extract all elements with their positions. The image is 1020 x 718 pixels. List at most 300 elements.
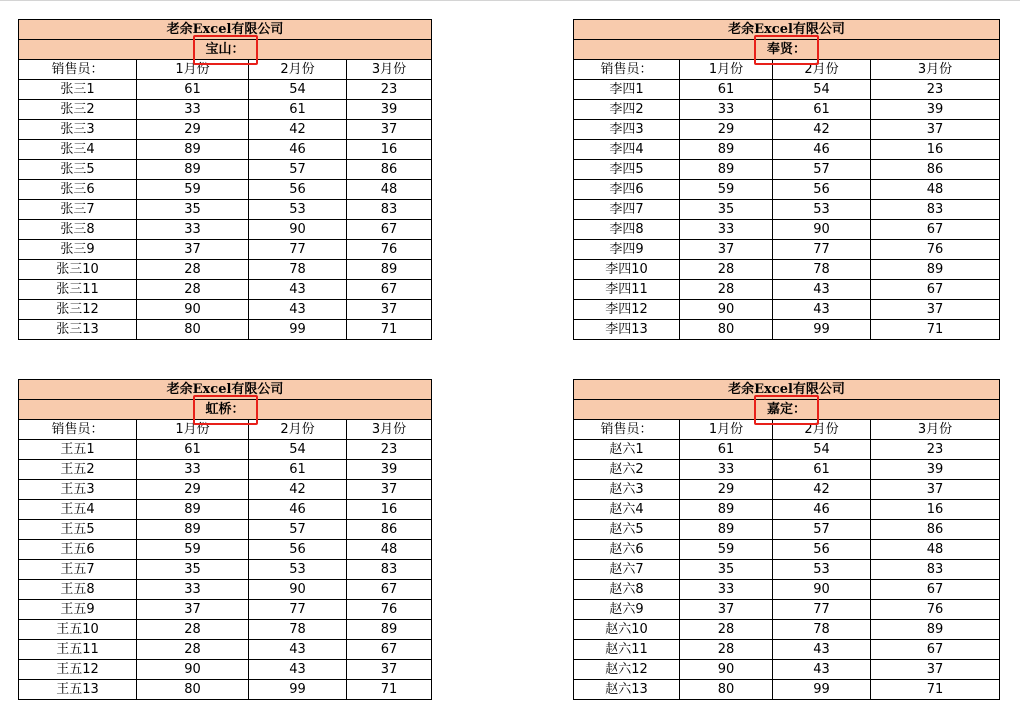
value-cell[interactable]: 54: [773, 440, 871, 460]
salesperson-cell[interactable]: 李四12: [574, 300, 680, 320]
table-row: [19, 680, 432, 700]
value-cell[interactable]: 46: [249, 140, 347, 160]
value-cell[interactable]: 33: [680, 100, 773, 120]
district-cell[interactable]: [19, 400, 432, 420]
district-label: [767, 41, 806, 58]
salesperson-cell[interactable]: 张三2: [19, 100, 137, 120]
table-row: [19, 500, 432, 520]
salesperson-cell[interactable]: 赵六5: [574, 520, 680, 540]
salesperson-cell[interactable]: 李四11: [574, 280, 680, 300]
salesperson-cell[interactable]: 李四10: [574, 260, 680, 280]
salesperson-cell[interactable]: 王五8: [19, 580, 137, 600]
value-cell[interactable]: 23: [871, 440, 1000, 460]
value-cell[interactable]: 57: [773, 160, 871, 180]
column-header-cell[interactable]: 1月份: [680, 420, 773, 440]
value-cell[interactable]: 37: [871, 660, 1000, 680]
value-cell[interactable]: 89: [347, 620, 432, 640]
district-row: [574, 40, 1000, 60]
column-header-row: [19, 60, 432, 80]
column-header-row: [574, 420, 1000, 440]
value-cell[interactable]: 90: [137, 300, 249, 320]
value-cell[interactable]: 71: [871, 320, 1000, 340]
salesperson-cell[interactable]: 王五12: [19, 660, 137, 680]
value-cell[interactable]: 29: [680, 120, 773, 140]
column-header-cell[interactable]: 2月份: [773, 420, 871, 440]
salesperson-cell[interactable]: 赵六1: [574, 440, 680, 460]
column-header-cell[interactable]: 2月份: [773, 60, 871, 80]
value-cell[interactable]: 89: [680, 500, 773, 520]
value-cell[interactable]: 77: [249, 240, 347, 260]
value-cell[interactable]: 43: [773, 280, 871, 300]
value-cell[interactable]: 48: [347, 540, 432, 560]
table-row: [19, 440, 432, 460]
company-title-row: [574, 20, 1000, 40]
salesperson-cell[interactable]: 王五6: [19, 540, 137, 560]
value-cell[interactable]: 16: [347, 500, 432, 520]
salesperson-cell[interactable]: 王五9: [19, 600, 137, 620]
value-cell[interactable]: 90: [249, 580, 347, 600]
value-cell[interactable]: 35: [680, 200, 773, 220]
value-cell[interactable]: 28: [680, 280, 773, 300]
value-cell[interactable]: 71: [871, 680, 1000, 700]
value-cell[interactable]: 78: [249, 260, 347, 280]
value-cell[interactable]: 86: [347, 160, 432, 180]
value-cell[interactable]: 83: [347, 560, 432, 580]
table-row: [19, 260, 432, 280]
value-cell[interactable]: 67: [871, 580, 1000, 600]
sales-table-baoshan: [18, 19, 432, 340]
value-cell[interactable]: 83: [871, 200, 1000, 220]
column-header-row: [574, 60, 1000, 80]
salesperson-cell[interactable]: 李四6: [574, 180, 680, 200]
salesperson-cell[interactable]: 王五5: [19, 520, 137, 540]
value-cell[interactable]: 28: [137, 640, 249, 660]
column-header-cell[interactable]: 3月份: [347, 420, 432, 440]
salesperson-cell[interactable]: 张三4: [19, 140, 137, 160]
table-row: [19, 120, 432, 140]
table-row: [19, 160, 432, 180]
value-cell[interactable]: 48: [871, 540, 1000, 560]
salesperson-cell[interactable]: 赵六4: [574, 500, 680, 520]
value-cell[interactable]: 42: [773, 120, 871, 140]
value-cell[interactable]: 28: [680, 260, 773, 280]
table-row: [574, 680, 1000, 700]
salesperson-cell[interactable]: 张三5: [19, 160, 137, 180]
table-row: [19, 220, 432, 240]
value-cell[interactable]: 43: [249, 300, 347, 320]
column-header-cell[interactable]: 销售员：: [574, 60, 680, 80]
value-cell[interactable]: 53: [249, 200, 347, 220]
table-row: [574, 660, 1000, 680]
value-cell[interactable]: 16: [871, 500, 1000, 520]
value-cell[interactable]: 77: [249, 600, 347, 620]
table-row: [574, 300, 1000, 320]
value-cell[interactable]: 33: [137, 580, 249, 600]
value-cell[interactable]: 89: [137, 520, 249, 540]
value-cell[interactable]: 46: [773, 500, 871, 520]
value-cell[interactable]: 71: [347, 680, 432, 700]
value-cell[interactable]: 56: [773, 180, 871, 200]
value-cell[interactable]: 89: [680, 520, 773, 540]
value-cell[interactable]: 53: [249, 560, 347, 580]
value-cell[interactable]: 39: [347, 100, 432, 120]
table-row: [574, 100, 1000, 120]
table-row: [574, 640, 1000, 660]
table-row: [19, 600, 432, 620]
value-cell[interactable]: 80: [137, 320, 249, 340]
salesperson-cell[interactable]: 赵六6: [574, 540, 680, 560]
salesperson-cell[interactable]: 张三6: [19, 180, 137, 200]
value-cell[interactable]: 67: [871, 280, 1000, 300]
table-row: [19, 540, 432, 560]
salesperson-cell[interactable]: 赵六2: [574, 460, 680, 480]
salesperson-cell[interactable]: 李四3: [574, 120, 680, 140]
value-cell[interactable]: 76: [871, 600, 1000, 620]
value-cell[interactable]: 23: [871, 80, 1000, 100]
value-cell[interactable]: 43: [773, 640, 871, 660]
salesperson-cell[interactable]: 王五13: [19, 680, 137, 700]
value-cell[interactable]: 33: [137, 220, 249, 240]
value-cell[interactable]: 48: [347, 180, 432, 200]
value-cell[interactable]: 83: [871, 560, 1000, 580]
value-cell[interactable]: 29: [137, 120, 249, 140]
column-header-cell[interactable]: 1月份: [137, 60, 249, 80]
district-cell[interactable]: [574, 400, 1000, 420]
salesperson-cell[interactable]: 李四5: [574, 160, 680, 180]
value-cell[interactable]: 28: [137, 260, 249, 280]
value-cell[interactable]: 59: [680, 180, 773, 200]
value-cell[interactable]: 46: [773, 140, 871, 160]
table-row: [19, 320, 432, 340]
table-row: [574, 460, 1000, 480]
value-cell[interactable]: 37: [347, 480, 432, 500]
salesperson-cell[interactable]: 张三11: [19, 280, 137, 300]
value-cell[interactable]: 86: [347, 520, 432, 540]
value-cell[interactable]: 37: [137, 600, 249, 620]
value-cell[interactable]: 56: [249, 180, 347, 200]
company-title-row: [19, 380, 432, 400]
table-row: [574, 200, 1000, 220]
value-cell[interactable]: 42: [773, 480, 871, 500]
value-cell[interactable]: 77: [773, 240, 871, 260]
value-cell[interactable]: 57: [773, 520, 871, 540]
value-cell[interactable]: 90: [773, 220, 871, 240]
table-row: [574, 220, 1000, 240]
value-cell[interactable]: 43: [249, 280, 347, 300]
district-label: [206, 41, 245, 58]
salesperson-cell[interactable]: 李四9: [574, 240, 680, 260]
value-cell[interactable]: 67: [871, 220, 1000, 240]
value-cell[interactable]: 89: [137, 160, 249, 180]
value-cell[interactable]: 46: [249, 500, 347, 520]
value-cell[interactable]: 90: [773, 580, 871, 600]
value-cell[interactable]: 29: [680, 480, 773, 500]
salesperson-cell[interactable]: 张三10: [19, 260, 137, 280]
value-cell[interactable]: 67: [347, 220, 432, 240]
sales-table-hongqiao: [18, 379, 432, 700]
value-cell[interactable]: 59: [680, 540, 773, 560]
value-cell[interactable]: 57: [249, 160, 347, 180]
value-cell[interactable]: 43: [249, 660, 347, 680]
value-cell[interactable]: 42: [249, 480, 347, 500]
value-cell[interactable]: 16: [347, 140, 432, 160]
value-cell[interactable]: 42: [249, 120, 347, 140]
table-row: [574, 80, 1000, 100]
salesperson-cell[interactable]: 张三1: [19, 80, 137, 100]
value-cell[interactable]: 80: [137, 680, 249, 700]
value-cell[interactable]: 39: [871, 100, 1000, 120]
value-cell[interactable]: 78: [773, 260, 871, 280]
value-cell[interactable]: 37: [871, 120, 1000, 140]
table-row: [19, 520, 432, 540]
value-cell[interactable]: 89: [680, 160, 773, 180]
table-row: [574, 560, 1000, 580]
column-header-cell[interactable]: 销售员：: [19, 60, 137, 80]
table-row: [574, 160, 1000, 180]
salesperson-cell[interactable]: 赵六8: [574, 580, 680, 600]
value-cell[interactable]: 78: [249, 620, 347, 640]
value-cell[interactable]: 80: [680, 320, 773, 340]
column-header-cell[interactable]: 3月份: [871, 60, 1000, 80]
value-cell[interactable]: 53: [773, 200, 871, 220]
value-cell[interactable]: 29: [137, 480, 249, 500]
salesperson-cell[interactable]: 李四13: [574, 320, 680, 340]
value-cell[interactable]: 59: [137, 180, 249, 200]
value-cell[interactable]: 99: [249, 320, 347, 340]
salesperson-cell[interactable]: 王五11: [19, 640, 137, 660]
table-row: [19, 460, 432, 480]
table-row: [19, 660, 432, 680]
value-cell[interactable]: 39: [871, 460, 1000, 480]
value-cell[interactable]: 61: [680, 440, 773, 460]
value-cell[interactable]: 37: [137, 240, 249, 260]
value-cell[interactable]: 33: [137, 100, 249, 120]
sales-table-fengxian: [573, 19, 1000, 340]
value-cell[interactable]: 76: [871, 240, 1000, 260]
value-cell[interactable]: 53: [773, 560, 871, 580]
value-cell[interactable]: 28: [137, 280, 249, 300]
value-cell[interactable]: 37: [347, 300, 432, 320]
table-row: [19, 180, 432, 200]
value-cell[interactable]: 48: [871, 180, 1000, 200]
table-row: [19, 140, 432, 160]
value-cell[interactable]: 56: [249, 540, 347, 560]
value-cell[interactable]: 76: [347, 240, 432, 260]
value-cell[interactable]: 89: [137, 140, 249, 160]
salesperson-cell[interactable]: 张三3: [19, 120, 137, 140]
value-cell[interactable]: 99: [773, 320, 871, 340]
district-label: [767, 401, 806, 418]
value-cell[interactable]: 89: [347, 260, 432, 280]
salesperson-cell[interactable]: 王五2: [19, 460, 137, 480]
value-cell[interactable]: 43: [773, 660, 871, 680]
salesperson-cell[interactable]: 赵六3: [574, 480, 680, 500]
salesperson-cell[interactable]: 张三7: [19, 200, 137, 220]
sales-table-jiading: [573, 379, 1000, 700]
column-header-row: [19, 420, 432, 440]
salesperson-cell[interactable]: 李四8: [574, 220, 680, 240]
salesperson-cell[interactable]: 李四4: [574, 140, 680, 160]
value-cell[interactable]: 28: [680, 640, 773, 660]
column-header-cell[interactable]: 销售员：: [574, 420, 680, 440]
district-cell[interactable]: [574, 40, 1000, 60]
value-cell[interactable]: 99: [773, 680, 871, 700]
table-row: [574, 280, 1000, 300]
table-row: [19, 200, 432, 220]
value-cell[interactable]: 33: [680, 220, 773, 240]
value-cell[interactable]: 67: [347, 280, 432, 300]
district-label: [206, 401, 245, 418]
salesperson-cell[interactable]: 赵六9: [574, 600, 680, 620]
table-row: [574, 500, 1000, 520]
value-cell[interactable]: 33: [680, 460, 773, 480]
table-row: [574, 540, 1000, 560]
value-cell[interactable]: 89: [871, 620, 1000, 640]
value-cell[interactable]: 78: [773, 620, 871, 640]
table-row: [574, 600, 1000, 620]
value-cell[interactable]: 37: [347, 660, 432, 680]
value-cell[interactable]: 99: [249, 680, 347, 700]
district-text: 宝山：: [205, 42, 245, 57]
column-header-cell[interactable]: 1月份: [137, 420, 249, 440]
column-header-cell[interactable]: 3月份: [347, 60, 432, 80]
table-row: [574, 620, 1000, 640]
value-cell[interactable]: 37: [871, 480, 1000, 500]
value-cell[interactable]: 61: [773, 460, 871, 480]
value-cell[interactable]: 37: [680, 600, 773, 620]
value-cell[interactable]: 57: [249, 520, 347, 540]
district-text: 嘉定：: [767, 402, 807, 417]
company-title-cell[interactable]: 老余Excel有限公司: [574, 380, 1000, 400]
salesperson-cell[interactable]: 李四2: [574, 100, 680, 120]
value-cell[interactable]: 90: [680, 660, 773, 680]
value-cell[interactable]: 33: [137, 460, 249, 480]
value-cell[interactable]: 43: [773, 300, 871, 320]
table-row: [574, 120, 1000, 140]
table-row: [574, 440, 1000, 460]
value-cell[interactable]: 43: [249, 640, 347, 660]
value-cell[interactable]: 61: [773, 100, 871, 120]
district-text: 虹桥：: [205, 402, 245, 417]
column-header-cell[interactable]: 3月份: [871, 420, 1000, 440]
value-cell[interactable]: 28: [137, 620, 249, 640]
value-cell[interactable]: 39: [347, 460, 432, 480]
column-header-cell[interactable]: 2月份: [249, 420, 347, 440]
value-cell[interactable]: 77: [773, 600, 871, 620]
table-row: [19, 240, 432, 260]
table-row: [574, 520, 1000, 540]
value-cell[interactable]: 56: [773, 540, 871, 560]
district-row: [19, 40, 432, 60]
salesperson-cell[interactable]: 李四1: [574, 80, 680, 100]
salesperson-cell[interactable]: 王五1: [19, 440, 137, 460]
salesperson-cell[interactable]: 赵六13: [574, 680, 680, 700]
salesperson-cell[interactable]: 赵六10: [574, 620, 680, 640]
company-title-row: [19, 20, 432, 40]
district-cell[interactable]: [19, 40, 432, 60]
company-title-cell[interactable]: 老余Excel有限公司: [19, 380, 432, 400]
value-cell[interactable]: 37: [871, 300, 1000, 320]
value-cell[interactable]: 89: [871, 260, 1000, 280]
table-row: [574, 180, 1000, 200]
value-cell[interactable]: 28: [680, 620, 773, 640]
value-cell[interactable]: 86: [871, 160, 1000, 180]
table-row: [574, 240, 1000, 260]
value-cell[interactable]: 89: [137, 500, 249, 520]
value-cell[interactable]: 61: [680, 80, 773, 100]
salesperson-cell[interactable]: 赵六11: [574, 640, 680, 660]
table-row: [574, 320, 1000, 340]
value-cell[interactable]: 37: [680, 240, 773, 260]
value-cell[interactable]: 35: [680, 560, 773, 580]
value-cell[interactable]: 59: [137, 540, 249, 560]
value-cell[interactable]: 76: [347, 600, 432, 620]
company-title-row: [574, 380, 1000, 400]
value-cell[interactable]: 67: [871, 640, 1000, 660]
company-title-cell[interactable]: 老余Excel有限公司: [574, 20, 1000, 40]
value-cell[interactable]: 67: [347, 580, 432, 600]
value-cell[interactable]: 61: [249, 100, 347, 120]
salesperson-cell[interactable]: 王五7: [19, 560, 137, 580]
salesperson-cell[interactable]: 张三8: [19, 220, 137, 240]
value-cell[interactable]: 61: [137, 80, 249, 100]
value-cell[interactable]: 23: [347, 80, 432, 100]
value-cell[interactable]: 23: [347, 440, 432, 460]
salesperson-cell[interactable]: 王五10: [19, 620, 137, 640]
value-cell[interactable]: 67: [347, 640, 432, 660]
value-cell[interactable]: 54: [773, 80, 871, 100]
table-row: [19, 480, 432, 500]
value-cell[interactable]: 61: [249, 460, 347, 480]
value-cell[interactable]: 16: [871, 140, 1000, 160]
table-row: [19, 620, 432, 640]
column-header-cell[interactable]: 2月份: [249, 60, 347, 80]
table-row: [574, 140, 1000, 160]
company-title-cell[interactable]: 老余Excel有限公司: [19, 20, 432, 40]
value-cell[interactable]: 54: [249, 80, 347, 100]
value-cell[interactable]: 71: [347, 320, 432, 340]
salesperson-cell[interactable]: 王五3: [19, 480, 137, 500]
value-cell[interactable]: 90: [680, 300, 773, 320]
value-cell[interactable]: 37: [347, 120, 432, 140]
value-cell[interactable]: 33: [680, 580, 773, 600]
value-cell[interactable]: 35: [137, 560, 249, 580]
salesperson-cell[interactable]: 李四7: [574, 200, 680, 220]
salesperson-cell[interactable]: 赵六7: [574, 560, 680, 580]
salesperson-cell[interactable]: 赵六12: [574, 660, 680, 680]
table-row: [574, 260, 1000, 280]
salesperson-cell[interactable]: 张三13: [19, 320, 137, 340]
salesperson-cell[interactable]: 王五4: [19, 500, 137, 520]
value-cell[interactable]: 80: [680, 680, 773, 700]
value-cell[interactable]: 35: [137, 200, 249, 220]
table-row: [19, 560, 432, 580]
value-cell[interactable]: 89: [680, 140, 773, 160]
table-row: [19, 100, 432, 120]
value-cell[interactable]: 90: [137, 660, 249, 680]
value-cell[interactable]: 86: [871, 520, 1000, 540]
value-cell[interactable]: 54: [249, 440, 347, 460]
table-row: [19, 280, 432, 300]
column-header-cell[interactable]: 销售员：: [19, 420, 137, 440]
salesperson-cell[interactable]: 张三12: [19, 300, 137, 320]
value-cell[interactable]: 61: [137, 440, 249, 460]
value-cell[interactable]: 90: [249, 220, 347, 240]
table-row: [19, 80, 432, 100]
column-header-cell[interactable]: 1月份: [680, 60, 773, 80]
value-cell[interactable]: 83: [347, 200, 432, 220]
salesperson-cell[interactable]: 张三9: [19, 240, 137, 260]
